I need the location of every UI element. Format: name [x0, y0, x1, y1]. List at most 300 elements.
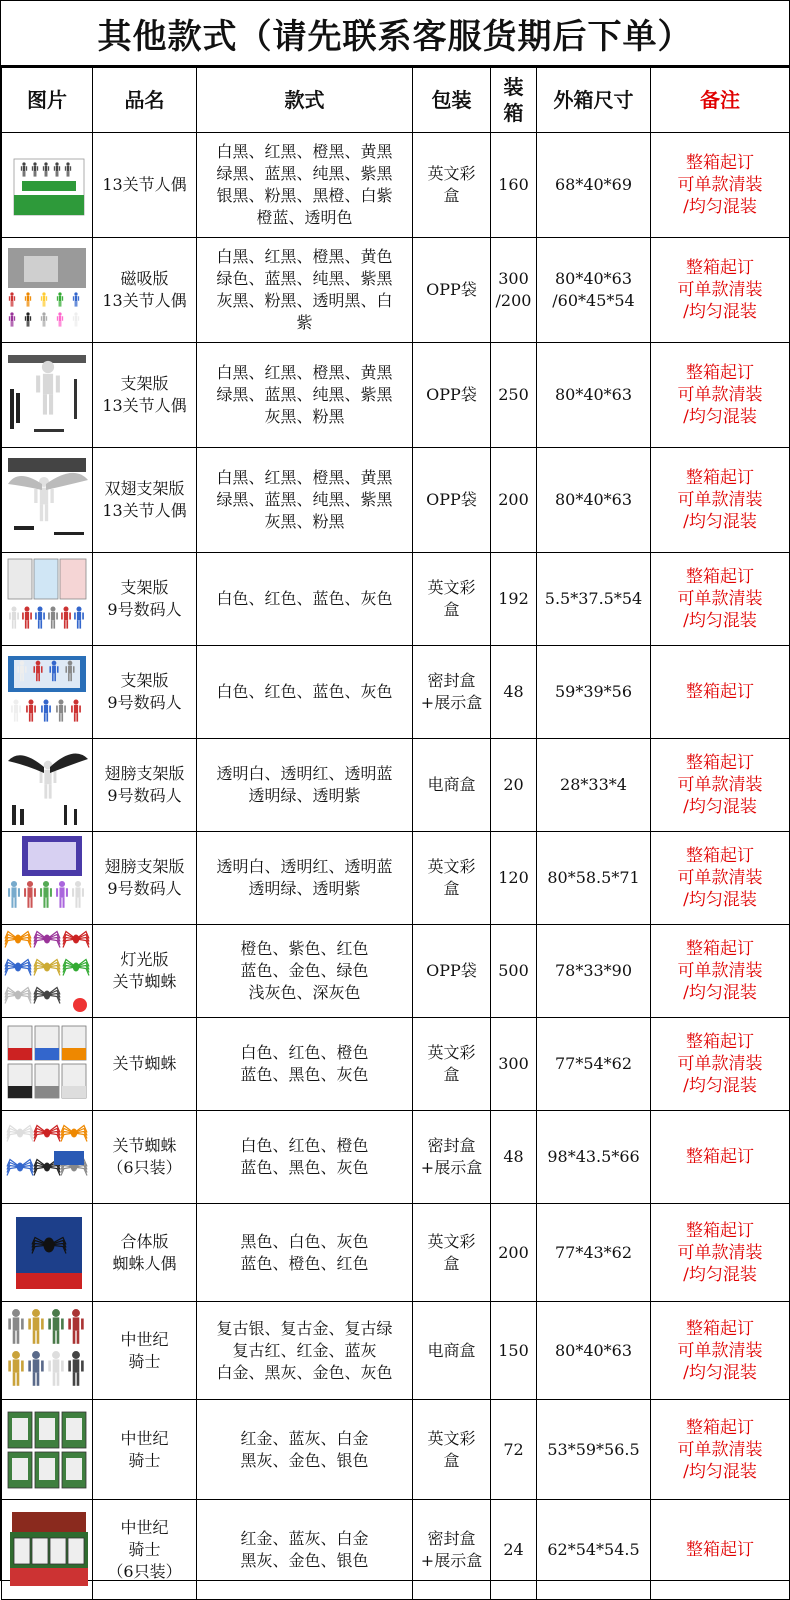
product-styles-line: 灰黑、粉黑	[264, 512, 345, 531]
table-row	[2, 1204, 790, 1302]
product-styles-line: 绿黑、蓝黑、纯黑、紫黑	[216, 385, 393, 404]
product-package	[413, 739, 491, 832]
product-styles	[197, 553, 413, 646]
product-name-line: 翅膀支架版	[104, 764, 185, 783]
product-note-line: /均匀混装	[683, 407, 757, 427]
product-name	[93, 832, 197, 925]
product-package-line: 盒	[443, 600, 460, 619]
product-name	[93, 1018, 197, 1111]
product-package-line: 盒	[443, 186, 460, 205]
product-image-cell	[2, 1500, 93, 1600]
header-qty	[491, 68, 537, 133]
product-name-line: 关节蜘蛛	[112, 1054, 177, 1073]
table-row	[2, 133, 790, 238]
product-styles	[197, 1111, 413, 1204]
product-name-line: 13关节人偶	[102, 175, 187, 194]
product-styles-line: 灰黑、粉黑、透明黑、白	[216, 291, 393, 310]
product-carton-qty	[491, 343, 537, 448]
product-note-line: /均匀混装	[683, 1461, 757, 1482]
product-name-line: （6只装）	[107, 1561, 182, 1581]
product-styles-line: 橙蓝、透明色	[256, 208, 353, 227]
product-image-cell	[2, 553, 93, 646]
product-package-line: 英文彩	[427, 1043, 476, 1062]
product-image-cell	[2, 238, 93, 343]
product-name	[93, 343, 197, 448]
table-row	[2, 646, 790, 739]
product-carton-qty-line: 120	[498, 868, 529, 887]
product-styles-line: 红金、蓝灰、白金	[240, 1528, 369, 1548]
product-carton-size-line: 62*54*54.5	[547, 1539, 640, 1559]
product-styles-line: 浅灰色、深灰色	[248, 983, 361, 1002]
product-name-line: 灯光版	[120, 950, 169, 969]
product-name-line: 9号数码人	[107, 879, 182, 898]
product-package-line: 盒	[443, 1450, 460, 1470]
product-styles-line: 白黑、红黑、橙黑、黄黑	[216, 468, 393, 487]
product-carton-size-line: 80*40*63	[554, 1340, 633, 1360]
product-note-line: /均匀混装	[683, 890, 757, 910]
header-package: 包装	[413, 68, 491, 133]
product-image-cell	[2, 739, 93, 832]
product-styles	[197, 1204, 413, 1302]
product-carton-qty-line: 72	[503, 1439, 524, 1459]
table-row	[2, 1302, 790, 1400]
product-photo-figure-stand	[4, 349, 90, 441]
product-package	[413, 343, 491, 448]
product-note	[651, 832, 790, 925]
product-styles-line: 绿黑、蓝黑、纯黑、紫黑	[216, 164, 393, 183]
product-carton-size-line: 98*43.5*66	[547, 1147, 640, 1166]
product-image-cell	[2, 646, 93, 739]
product-carton-size	[537, 1204, 651, 1302]
product-note	[651, 1500, 790, 1600]
product-carton-qty-line: 250	[498, 385, 529, 404]
product-note	[651, 925, 790, 1018]
product-name-line: 支架版	[120, 578, 169, 597]
product-package	[413, 553, 491, 646]
table-row	[2, 448, 790, 553]
product-styles-line: 蓝色、金色、绿色	[240, 961, 369, 980]
product-note	[651, 1018, 790, 1111]
product-styles-line: 白黑、红黑、橙黑、黄黑	[216, 363, 393, 382]
product-package-line: 密封盒	[427, 671, 476, 690]
product-styles-line: 蓝色、黑色、灰色	[240, 1158, 369, 1177]
product-photo-boxes-color	[4, 553, 90, 645]
header-image: 图片	[2, 68, 93, 133]
product-carton-size	[537, 1400, 651, 1500]
product-package-line: 英文彩	[427, 1231, 476, 1251]
product-note-line: 整箱起订	[686, 567, 754, 587]
product-image-cell	[2, 1400, 93, 1500]
product-name-line: 支架版	[120, 671, 169, 690]
product-name	[93, 1400, 197, 1500]
product-note-line: 可单款清装	[677, 775, 763, 795]
product-package	[413, 832, 491, 925]
product-package-line: +展示盒	[420, 1550, 483, 1570]
product-carton-size	[537, 343, 651, 448]
header-size: 外箱尺寸	[537, 68, 651, 133]
product-photo-figures-magnetic	[4, 244, 90, 336]
table-row	[2, 238, 790, 343]
product-package	[413, 133, 491, 238]
product-note-line: 可单款清装	[677, 175, 763, 195]
product-name	[93, 925, 197, 1018]
product-package-line: +展示盒	[420, 1158, 483, 1177]
product-name-line: 关节蜘蛛	[112, 972, 177, 991]
product-styles	[197, 646, 413, 739]
product-name-line: 13关节人偶	[102, 291, 187, 310]
product-name-line: 骑士	[128, 1450, 161, 1470]
product-note-line: 整箱起订	[686, 1539, 754, 1560]
product-name-line: 中世纪	[120, 1329, 169, 1349]
product-note-line: 整箱起订	[686, 258, 754, 278]
table-row	[2, 343, 790, 448]
product-carton-qty	[491, 1111, 537, 1204]
product-name-line: 骑士	[128, 1539, 161, 1559]
product-name-line: 双翅支架版	[104, 479, 185, 498]
product-styles	[197, 1400, 413, 1500]
product-note-line: 整箱起订	[686, 753, 754, 773]
header-note: 备注	[651, 68, 790, 133]
product-name-line: 关节蜘蛛	[112, 1136, 177, 1155]
product-image-cell	[2, 133, 93, 238]
product-photo-display-box	[4, 646, 90, 738]
product-carton-qty-line: 300	[498, 1054, 529, 1073]
product-styles-line: 透明白、透明红、透明蓝	[216, 857, 393, 876]
product-note-line: /均匀混装	[683, 512, 757, 532]
product-photo-spider-figure-box	[4, 1207, 90, 1299]
product-carton-qty	[491, 1302, 537, 1400]
header-name: 品名	[93, 68, 197, 133]
product-name-line: 磁吸版	[120, 269, 169, 288]
product-carton-size	[537, 1111, 651, 1204]
product-name	[93, 646, 197, 739]
product-note-line: /均匀混装	[683, 1076, 757, 1096]
product-styles	[197, 739, 413, 832]
product-carton-size-line: 59*39*56	[554, 682, 633, 701]
product-carton-qty	[491, 448, 537, 553]
product-name-line: 翅膀支架版	[104, 857, 185, 876]
product-package	[413, 1302, 491, 1400]
product-photo-wing-figure	[4, 739, 90, 831]
product-name	[93, 448, 197, 553]
product-name	[93, 238, 197, 343]
product-package-line: 密封盒	[427, 1136, 476, 1155]
product-note-line: 整箱起订	[686, 1147, 754, 1167]
product-name-line: 合体版	[120, 1231, 169, 1251]
product-carton-size-line: 77*54*62	[554, 1054, 633, 1073]
product-styles-line: 白金、黑灰、金色、灰色	[216, 1362, 393, 1382]
product-carton-size	[537, 832, 651, 925]
product-photo-figure-wings	[4, 454, 90, 546]
product-carton-size-line: /60*45*54	[552, 291, 635, 310]
product-note-line: 整箱起订	[686, 846, 754, 866]
product-note-line: /均匀混装	[683, 1362, 757, 1383]
product-styles-line: 灰黑、粉黑	[264, 407, 345, 426]
header-qty-label: 装箱	[503, 75, 524, 125]
product-note	[651, 646, 790, 739]
product-note	[651, 448, 790, 553]
product-carton-qty-line: 150	[498, 1340, 529, 1360]
product-image-cell	[2, 925, 93, 1018]
product-carton-qty-line: 500	[498, 961, 529, 980]
table-row	[2, 832, 790, 925]
product-carton-qty	[491, 739, 537, 832]
product-package	[413, 1500, 491, 1600]
product-note-line: 整箱起订	[686, 1032, 754, 1052]
product-note	[651, 739, 790, 832]
product-package	[413, 925, 491, 1018]
product-note-line: 可单款清装	[677, 1340, 763, 1361]
product-styles-line: 复古银、复古金、复古绿	[216, 1318, 393, 1338]
product-note-line: /均匀混装	[683, 302, 757, 322]
product-styles-line: 黑色、白色、灰色	[240, 1231, 369, 1251]
product-name-line: 骑士	[128, 1351, 161, 1371]
product-carton-size-line: 53*59*56.5	[547, 1439, 640, 1459]
product-styles-line: 绿色、蓝黑、纯黑、紫黑	[216, 269, 393, 288]
product-carton-qty-line: 48	[503, 1147, 524, 1166]
product-carton-qty	[491, 553, 537, 646]
table-row	[2, 553, 790, 646]
product-carton-size	[537, 448, 651, 553]
product-name-line: （6只装）	[107, 1158, 182, 1177]
product-package-line: 密封盒	[427, 1528, 476, 1548]
product-name-line: 13关节人偶	[102, 396, 187, 415]
product-name-line: 中世纪	[120, 1517, 169, 1537]
product-note-line: 可单款清装	[677, 1439, 763, 1460]
product-package-line: 电商盒	[427, 775, 476, 794]
product-name	[93, 739, 197, 832]
product-carton-size	[537, 133, 651, 238]
product-note-line: 整箱起订	[686, 682, 754, 702]
product-carton-qty	[491, 1204, 537, 1302]
product-package	[413, 1111, 491, 1204]
product-carton-qty	[491, 133, 537, 238]
product-styles-line: 白色、红色、蓝色、灰色	[216, 682, 393, 701]
product-carton-qty	[491, 1018, 537, 1111]
product-note	[651, 1111, 790, 1204]
product-styles-line: 橙色、紫色、红色	[240, 939, 369, 958]
product-carton-qty-line: 20	[503, 775, 524, 794]
product-name	[93, 1500, 197, 1600]
product-name-line: 9号数码人	[107, 786, 182, 805]
product-package	[413, 448, 491, 553]
product-styles-line: 白色、红色、橙色	[240, 1043, 369, 1062]
table-row	[2, 1018, 790, 1111]
product-carton-size-line: 80*40*63	[554, 490, 633, 509]
product-carton-size	[537, 925, 651, 1018]
product-note-line: 可单款清装	[677, 490, 763, 510]
product-carton-qty-line: 200	[498, 1242, 529, 1262]
product-note-line: 可单款清装	[677, 1054, 763, 1074]
product-styles	[197, 133, 413, 238]
product-note-line: 整箱起订	[686, 153, 754, 173]
product-name	[93, 1204, 197, 1302]
product-package-line: 盒	[443, 879, 460, 898]
product-styles	[197, 343, 413, 448]
product-note-line: 可单款清装	[677, 385, 763, 405]
product-carton-qty	[491, 646, 537, 739]
product-note-line: 可单款清装	[677, 868, 763, 888]
product-styles-line: 黑灰、金色、银色	[240, 1450, 369, 1470]
product-name-line: 9号数码人	[107, 600, 182, 619]
table-row	[2, 1400, 790, 1500]
product-note-line: 可单款清装	[677, 589, 763, 609]
product-carton-qty-line: 200	[498, 490, 529, 509]
product-photo-spider-boxes	[4, 1018, 90, 1110]
product-photo-knights	[4, 1305, 90, 1397]
product-package	[413, 1018, 491, 1111]
product-note	[651, 1204, 790, 1302]
product-image-cell	[2, 832, 93, 925]
product-note	[651, 133, 790, 238]
product-note	[651, 1400, 790, 1500]
product-carton-qty-line: 160	[498, 175, 529, 194]
product-image-cell	[2, 448, 93, 553]
product-name-line: 中世纪	[120, 1428, 169, 1448]
product-carton-size	[537, 553, 651, 646]
product-name-line: 支架版	[120, 374, 169, 393]
product-note-line: 整箱起订	[686, 363, 754, 383]
product-styles	[197, 832, 413, 925]
product-carton-size	[537, 646, 651, 739]
product-carton-qty	[491, 832, 537, 925]
product-carton-size-line: 5.5*37.5*54	[544, 589, 643, 608]
product-styles-line: 透明绿、透明紫	[248, 879, 361, 898]
product-styles-line: 透明白、透明红、透明蓝	[216, 764, 393, 783]
product-note	[651, 238, 790, 343]
product-styles-line: 黑灰、金色、银色	[240, 1550, 369, 1570]
product-package-line: OPP袋	[426, 280, 477, 299]
product-name-line: 蜘蛛人偶	[112, 1253, 177, 1273]
product-package-line: OPP袋	[426, 961, 477, 980]
product-carton-qty-line: 300	[498, 269, 529, 288]
product-carton-qty-line: /200	[495, 291, 532, 310]
product-package-line: 盒	[443, 1253, 460, 1273]
product-styles	[197, 448, 413, 553]
product-package-line: 盒	[443, 1065, 460, 1084]
product-carton-qty	[491, 1500, 537, 1600]
product-note-line: 可单款清装	[677, 961, 763, 981]
product-note	[651, 1302, 790, 1400]
product-name	[93, 1302, 197, 1400]
product-note-line: 整箱起订	[686, 1220, 754, 1241]
product-package	[413, 1400, 491, 1500]
product-styles	[197, 1302, 413, 1400]
product-note	[651, 553, 790, 646]
product-styles	[197, 238, 413, 343]
product-carton-size-line: 80*58.5*71	[547, 868, 640, 887]
product-note-line: 可单款清装	[677, 1242, 763, 1263]
product-styles-line: 复古红、红金、蓝灰	[232, 1340, 377, 1360]
product-photo-knight-display	[4, 1504, 90, 1596]
product-carton-qty-line: 24	[503, 1539, 524, 1559]
product-carton-size	[537, 1302, 651, 1400]
product-styles-line: 蓝色、黑色、灰色	[240, 1065, 369, 1084]
product-package-line: OPP袋	[426, 385, 477, 404]
product-image-cell	[2, 1302, 93, 1400]
product-note-line: 可单款清装	[677, 280, 763, 300]
product-styles	[197, 1018, 413, 1111]
product-carton-size	[537, 739, 651, 832]
table-row	[2, 1500, 790, 1600]
product-carton-qty-line: 192	[498, 589, 529, 608]
product-carton-qty	[491, 238, 537, 343]
product-carton-size-line: 78*33*90	[554, 961, 633, 980]
product-carton-size-line: 80*40*63	[554, 385, 633, 404]
product-styles-line: 透明绿、透明紫	[248, 786, 361, 805]
product-image-cell	[2, 343, 93, 448]
header-row	[2, 68, 790, 133]
product-note-line: 整箱起订	[686, 1417, 754, 1438]
product-carton-qty	[491, 925, 537, 1018]
product-styles-line: 白黑、红黑、橙黑、黄色	[216, 247, 393, 266]
product-package-line: 电商盒	[427, 1340, 476, 1360]
product-photo-wing-box	[4, 832, 90, 924]
product-package-line: OPP袋	[426, 490, 477, 509]
product-carton-size-line: 28*33*4	[560, 775, 627, 794]
product-note-line: /均匀混装	[683, 1264, 757, 1285]
product-photo-box-green-dummy13	[4, 139, 90, 231]
product-styles-line: 绿黑、蓝黑、纯黑、紫黑	[216, 490, 393, 509]
product-photo-spiders-six	[4, 1111, 90, 1203]
product-note-line: 整箱起订	[686, 939, 754, 959]
product-photo-knight-boxes	[4, 1404, 90, 1496]
product-image-cell	[2, 1111, 93, 1204]
header-style: 款式	[197, 68, 413, 133]
product-table	[1, 67, 790, 1600]
product-package-line: +展示盒	[420, 693, 483, 712]
product-name	[93, 133, 197, 238]
product-styles-line: 银黑、粉黑、黑橙、白紫	[216, 186, 393, 205]
table-row	[2, 925, 790, 1018]
product-carton-qty-line: 48	[503, 682, 524, 701]
product-styles	[197, 1500, 413, 1600]
product-styles-line: 白黑、红黑、橙黑、黄黑	[216, 142, 393, 161]
product-package-line: 英文彩	[427, 578, 476, 597]
product-note-line: 整箱起订	[686, 1318, 754, 1339]
product-note-line: /均匀混装	[683, 611, 757, 631]
page-title: 其他款式（请先联系客服货期后下单）	[1, 1, 789, 67]
product-carton-size-line: 68*40*69	[554, 175, 633, 194]
product-image-cell	[2, 1204, 93, 1302]
product-carton-size-line: 77*43*62	[554, 1242, 633, 1262]
product-carton-size	[537, 238, 651, 343]
product-note-line: /均匀混装	[683, 197, 757, 217]
product-package-line: 英文彩	[427, 164, 476, 183]
product-carton-qty	[491, 1400, 537, 1500]
product-name	[93, 1111, 197, 1204]
product-note-line: 整箱起订	[686, 468, 754, 488]
product-styles-line: 白色、红色、蓝色、灰色	[216, 589, 393, 608]
product-name	[93, 553, 197, 646]
product-package	[413, 1204, 491, 1302]
product-note-line: /均匀混装	[683, 983, 757, 1003]
product-styles-line: 红金、蓝灰、白金	[240, 1428, 369, 1448]
product-styles-line: 白色、红色、橙色	[240, 1136, 369, 1155]
product-carton-size	[537, 1018, 651, 1111]
product-carton-size	[537, 1500, 651, 1600]
product-styles-line: 蓝色、橙色、红色	[240, 1253, 369, 1273]
product-package-line: 英文彩	[427, 857, 476, 876]
product-note-line: /均匀混装	[683, 797, 757, 817]
product-name-line: 9号数码人	[107, 693, 182, 712]
product-photo-spiders-light	[4, 925, 90, 1017]
product-name-line: 13关节人偶	[102, 501, 187, 520]
table-row	[2, 739, 790, 832]
product-styles	[197, 925, 413, 1018]
product-styles-line: 紫	[296, 313, 313, 332]
table-row	[2, 1111, 790, 1204]
